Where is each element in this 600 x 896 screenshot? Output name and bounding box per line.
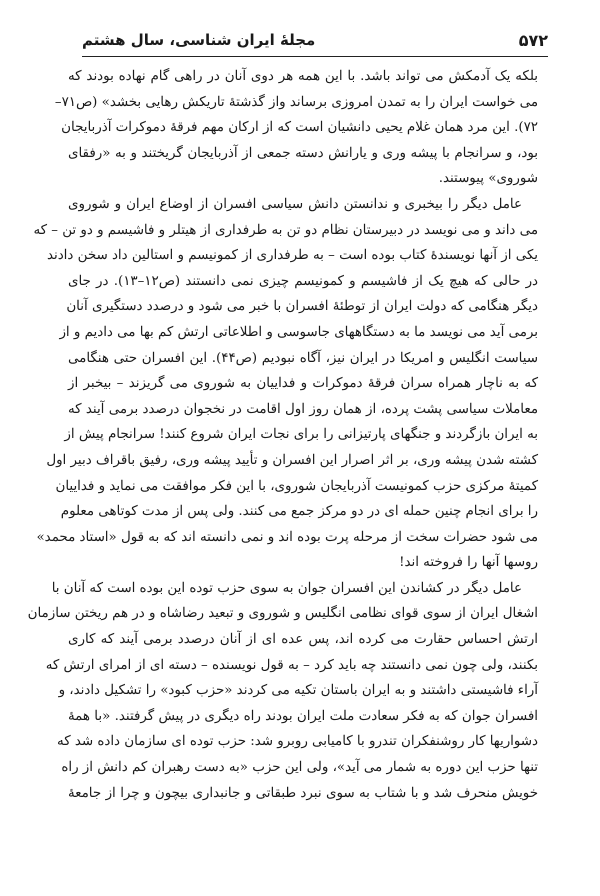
text-line: تنها حزب این دوره به شمار می آید»، ولی این حزب «به دست رهبران کم دانش از راه xyxy=(61,760,538,776)
text-line: معاملات سیاسی پشت پرده، از همان روز اول اقامت در نخجوان درصدد برمی آیند که xyxy=(68,401,538,417)
text-line: شوروی» پیوستند. xyxy=(438,171,538,187)
text-line: می داند و می نویسد در دبیرستان نظام دو تن به طرفداری از هیتلر و فاشیسم و دو تن – که xyxy=(33,222,538,238)
running-title: مجلهٔ ایران شناسی، سال هشتم xyxy=(82,31,316,49)
text-line: دیگر هنگامی که دولت ایران از توطئهٔ افسران با خبر می شود و درصدد دستگیری آنان xyxy=(66,299,538,315)
text-line: کمیتهٔ مرکزی حزب کمونیست آذربایجان شوروی، با این فکر موافقت می نماید و فداییان xyxy=(55,478,538,494)
text-line: ۷۲). این مرد همان غلام یحیی دانشیان است که از ارکان مهم فرقهٔ دموکرات آذربایجان xyxy=(61,120,538,136)
text-line: اشغال ایران از سوی قوای نظامی انگلیس و شوروی و تبعید رضاشاه و در هم ریختن سازمان xyxy=(27,606,538,622)
text-line: سیاست انگلیس و امریکا در ایران نیز، آگاه نبودیم (ص۴۴). این افسران حتی هنگامی xyxy=(68,350,538,366)
text-line: که به ناچار همراه سران فرقهٔ دموکرات و فداییان به شوروی می گریزند – بیخبر از xyxy=(68,376,538,392)
text-line: خویش منحرف شد و با شتاب به سوی نبرد طبقاتی و جانبداری بیچون و چرا از جامعهٔ xyxy=(68,785,538,801)
text-line: افسران جوان که به فکر سعادت ملت ایران بودند راه دیگری در پیش گرفتند. «با همهٔ xyxy=(68,708,538,724)
body-text xyxy=(27,64,538,806)
text-line: می شود حضرات سخت از مرحله پرت بوده اند و نمی دانسته اند که به قول «استاد محمد» xyxy=(36,529,538,545)
page-number: ۵۷۲ xyxy=(518,30,548,50)
text-line: ارتش احساس حقارت می کرده اند، پس عده ای از آنان درصدد برمی آیند که کاری xyxy=(68,632,538,648)
text-line: بلکه یک آدمکش می تواند باشد. با این همه هر دوی آنان در راهی گام نهاده بودند که xyxy=(68,69,538,84)
text-line: می خواست ایران را به تمدن امروزی برساند واز گذشتهٔ تاریکش رهایی بخشد» (ص۷۱– xyxy=(54,94,538,110)
text-line: به ایران بازگردند و جنگهای پارتیزانی را برای نجات ایران شروع کنند! سرانجام پیش از xyxy=(64,427,538,443)
text-line: بکنند، ولی چون نمی دانستند چه باید کرد – به قول نویسنده – دسته ای از امرای ارتش که xyxy=(45,657,538,673)
text-line: عامل دیگر را بیخبری و ندانستن دانش سیاسی افسران از اوضاع ایران و شوروی xyxy=(68,196,522,212)
text-line: دشواریها کار روشنفکران تندرو با کامیابی روبرو شد: حزب توده ای سازمان داده شد که xyxy=(57,734,538,750)
text-line: برمی آید می نویسد ما به دستگاههای جاسوسی و اطلاعاتی ارتش کم بها می دادیم و از xyxy=(59,324,538,340)
text-line: آراء فاشیستی داشتند و به ایران باستان تکیه می کردند «حزب کبود» را تشکیل دادند، و xyxy=(58,683,538,699)
text-line: در حالی که هیچ یک از فاشیسم و کمونیسم چیزی نمی دانستند (ص۱۲–۱۳). در جای xyxy=(68,273,538,289)
text-line: کشته شدن پیشه وری، بر اثر اصرار این افسران و تأیید پیشه وری، رفیق باقراف دبیر اول xyxy=(46,452,538,468)
text-line: عامل دیگر در کشاندن این افسران جوان به سوی حزب توده این بوده است که آنان با xyxy=(51,580,522,596)
page-header xyxy=(82,28,548,57)
text-line: روسها آنها را فروخته اند! xyxy=(399,555,538,571)
text-line: بود، و سرانجام با پیشه وری و یارانش دسته جمعی از آذربایجان گریختند و به «رفقای xyxy=(68,145,538,161)
text-line: یکی از آنها نویسندهٔ کتاب بوده است – به طرفداری از کمونیسم و استالین داد سخن دادند xyxy=(46,248,538,264)
text-line: را برای انجام چنین حمله ای در دو مرکز جمع می کنند. ولی پس از مدت کوتاهی معلوم xyxy=(60,504,538,520)
